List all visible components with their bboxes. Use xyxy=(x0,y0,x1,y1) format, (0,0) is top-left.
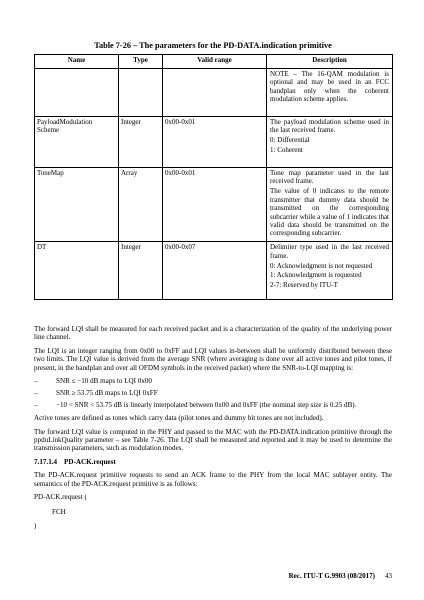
list-dash: – xyxy=(34,388,38,397)
paragraph: The LQI is an integer ranging from 0x00 to 0xFF and LQI values in-between shall be uniformly distributed between these two limits. The LQI value is derived from the average SNR (where averaging is done over all active tones and pilot tones, if present, in the bandplan and over all OFDM symbols in the received packet) where the SNR-to-LQI mapping is: xyxy=(34,346,392,372)
description-line: 2-7: Reserved by ITU-T xyxy=(270,281,338,290)
description-line: 0: Acknowledgment is not requested xyxy=(270,261,373,270)
list-item xyxy=(34,401,392,409)
page-number: 43 xyxy=(385,572,392,580)
table-caption: Table 7-26 – The parameters for the PD-DATA.indication primitive xyxy=(94,41,332,50)
primitive-parameter: FCH xyxy=(52,507,66,516)
cell-description xyxy=(267,242,393,300)
cell-description xyxy=(267,69,393,117)
cell-name: ToneMap xyxy=(35,168,119,242)
table-row xyxy=(35,69,393,117)
paragraph: The forward LQI value is computed in the PHY and passed to the MAC with the PD-DATA.indication primitive through the ppduLinkQuality parameter – see Table 7-26. The LQI shall be measured and reported and it may be used to determine the transmission parameters, such as modulation modes. xyxy=(34,427,392,453)
paragraph: Active tones are defined as tones which carry data (pilot tones and dummy bit tones are not included). xyxy=(34,414,324,423)
description-line: The payload modulation scheme used in the last received frame. xyxy=(270,118,389,135)
column-header: Name xyxy=(35,55,119,69)
section-heading xyxy=(34,458,392,466)
section-title: PD-ACK.request xyxy=(64,457,116,466)
cell-name: DT xyxy=(35,242,119,300)
description-line: 1: Coherent xyxy=(270,146,303,155)
page-footer xyxy=(200,572,392,580)
table-row xyxy=(35,242,393,300)
description-line: Tone map parameter used in the last received frame. xyxy=(270,169,389,186)
description-line: Delimiter type used in the last received frame. xyxy=(270,243,389,260)
cell-type xyxy=(119,69,163,117)
column-header: Description xyxy=(267,55,393,69)
column-header: Type xyxy=(119,55,163,69)
cell-description xyxy=(267,117,393,168)
list-dash: – xyxy=(34,400,38,409)
description-line: 1: Acknowledgment is requested xyxy=(270,271,362,280)
cell-range: 0x00-0x07 xyxy=(163,242,267,300)
description-line: 0: Differential xyxy=(270,136,310,145)
list-dash: – xyxy=(34,377,38,386)
cell-type: Integer xyxy=(119,242,163,300)
column-header: Valid range xyxy=(163,55,267,69)
primitive-close: ) xyxy=(34,521,37,530)
primitive-open: PD-ACK.request ( xyxy=(34,493,87,502)
paragraph: The forward LQI shall be measured for each received packet and is a characterization of the quality of the underlying power line channel. xyxy=(34,325,392,342)
cell-name: PayloadModulation Scheme xyxy=(35,117,119,168)
cell-name xyxy=(35,69,119,117)
list-item-text: SNR ≥ 53.75 dB maps to LQI 0xFF xyxy=(56,388,158,397)
cell-range: 0x00-0x01 xyxy=(163,168,267,242)
list-item-text: SNR ≤ −10 dB maps to LQI 0x00 xyxy=(56,377,152,386)
description-line: The value of 0 indicates to the remote transmitter that dummy data should be transmitted on the corresponding subcarrier while a value of 1 indicates that valid data should be transmitted on the corresponding subcarrier. xyxy=(270,187,389,238)
table-row xyxy=(35,168,393,242)
cell-type: Array xyxy=(119,168,163,242)
table-row xyxy=(35,117,393,168)
parameters-table xyxy=(34,54,393,300)
cell-range xyxy=(163,69,267,117)
table-header-row xyxy=(35,55,393,69)
section-number: 7.17.1.4 xyxy=(34,457,58,466)
cell-description xyxy=(267,168,393,242)
list-item xyxy=(34,389,392,397)
list-item-text: −10 < SNR < 53.75 dB is linearly interpolated between 0x00 and 0xFF (the nominal step size is 0.25 dB). xyxy=(56,400,357,409)
cell-type: Integer xyxy=(119,117,163,168)
paragraph: The PD-ACK.request primitive requests to send an ACK frame to the PHY from the local MAC sublayer entity. The semantics of the PD-ACK.request primitive is as follows: xyxy=(34,471,392,488)
cell-range: 0x00-0x01 xyxy=(163,117,267,168)
list-item xyxy=(34,377,392,385)
footer-document-id: Rec. ITU-T G.9903 (08/2017) xyxy=(288,572,375,580)
description-line: NOTE – The 16-QAM modulation is optional and may be used in an FCC bandplan only when the coherent modulation scheme applies. xyxy=(270,70,389,104)
body-text xyxy=(34,325,392,536)
